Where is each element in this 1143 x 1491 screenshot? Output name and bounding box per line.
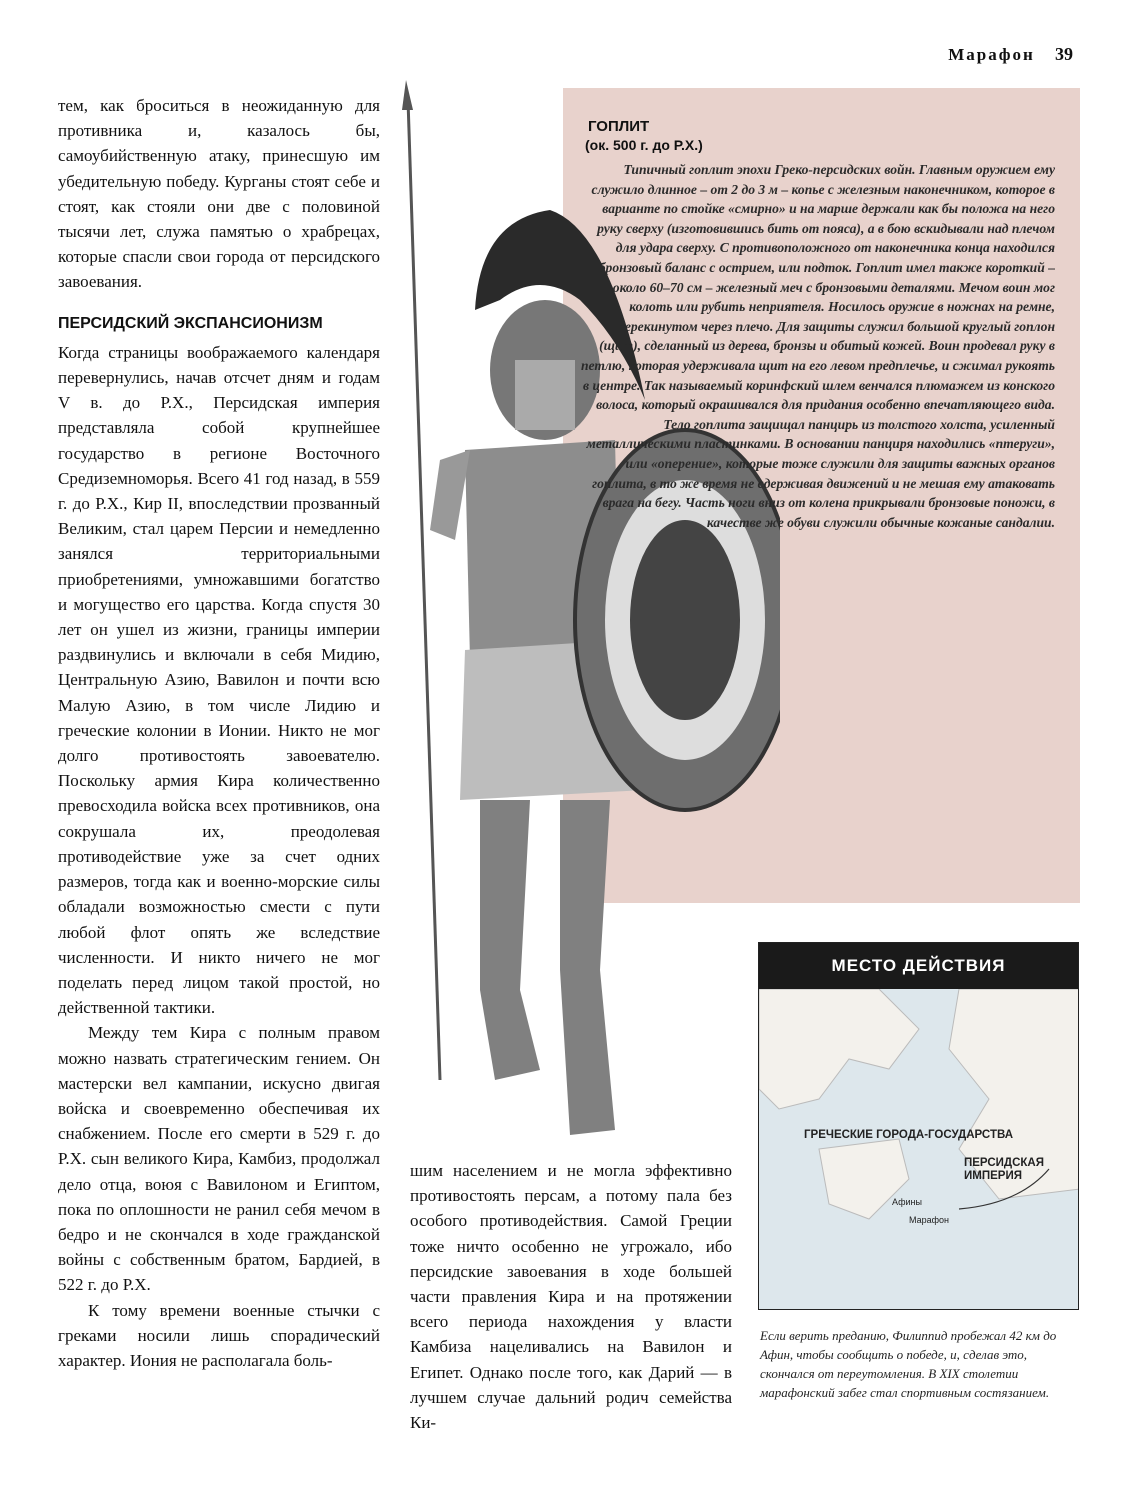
map-body xyxy=(759,989,1078,1309)
sidebar-subtitle: (ок. 500 г. до Р.Х.) xyxy=(585,137,703,153)
map-shapes xyxy=(759,989,1078,1309)
map-box xyxy=(758,942,1079,1310)
paragraph: тем, как броситься в неожиданную для противника и, казалось бы, самоубийственную атаку, принесшую им убедительную победу. Курганы стоят себе и стоят, как стояли они две с половиной тысячи лет, служа памятью о храбрецах, которые спасли свои города от персидского завоевания. xyxy=(58,96,380,292)
running-header xyxy=(948,44,1073,65)
left-column xyxy=(58,93,380,1373)
sidebar-title: ГОПЛИТ xyxy=(588,118,650,135)
map-header: МЕСТО ДЕЙСТВИЯ xyxy=(759,943,1078,989)
map-label-greek: ГРЕЧЕСКИЕ ГОРОДА-ГОСУДАРСТВА xyxy=(804,1129,1014,1141)
map-caption: Если верить преданию, Филиппид пробежал 42 км до Афин, чтобы сообщить о победе, и, сделав это, скончался от переутомления. В XIX столетии марафонский забег стал спортивным состязанием. xyxy=(760,1328,1057,1400)
sidebar-text: Типичный гоплит эпохи Греко-персидских войн. Главным оружием ему служило длинное – от 2 до 3 м – копье с железным наконечником, которое в варианте по стойке «смирно» и на марше держали как бы положа на него руку сверху (изготовившись бить от пояса), а в бою вскидывали над плечом для удара сверху. С противоположного от наконечника конца находился бронзовый баланс с острием, или подток. Гоплит имел также короткий – около 60–70 см – железный меч с бронзовыми деталями. Мечом воин мог колоть или рубить неприятеля. Носилось оружие в ножнах на ремне, перекинутом через плечо. Для защиты служил большой круглый гоплон (щит), сделанный из дерева, бронзы и обитый кожей. Воин продевал руку в петлю, которая удерживала щит на его левом предплечье, и сжимал рукоять в центре. Так называемый коринфский шлем венчался плюмажем из конского волоса, который окрашивался для придания особенно впечатляющего вида. Тело гоплита защищал панцирь из толстого холста, усиленный металлическими пластинками. В основании панциря находились «птеруги», или «оперение», которые тоже служили для защиты важных органов гоплита, в то же время не сдерживая движений и не мешая ему атаковать врага на бегу. Часть ноги вниз от колена прикрывали бронзовые поножи, в качестве же обуви служили обычные кожаные сандалии. xyxy=(580,162,1055,530)
map-label-athens: Афины xyxy=(892,1197,922,1207)
paragraph: шим населением и не могла эффективно противостоять персам, а потому пала без особого противодействия. Самой Греции тоже ничто особенно не угрожало, ибо персидские завоевания в ходе большей части правления Кира и на протяжении всего периода нахождения у власти Камбиза нацеливались на Вавилон и Египет. Однако после того, как Дарий — в лучшем случае дальний родич семейства Ки- xyxy=(410,1161,732,1433)
middle-column xyxy=(410,1158,732,1435)
page-number: 39 xyxy=(1055,44,1073,64)
paragraph: К тому времени военные стычки с греками носили лишь спорадический характер. Иония не располагала боль- xyxy=(58,1300,380,1370)
section-heading: ПЕРСИДСКИЙ ЭКСПАНСИОНИЗМ xyxy=(58,314,323,332)
section-title: Марафон xyxy=(948,45,1035,64)
map-label-persian: ПЕРСИДСКАЯ ИМПЕРИЯ xyxy=(964,1157,1044,1182)
paragraph: Когда страницы воображаемого календаря перевернулись, начав отсчет дням и годам V в. до Р.Х., Персидская империя представляла собой крупнейшее государство в регионе Восточного Средиземноморья. Всего 41 год назад, в 559 г. до Р.Х., Кир II, впоследствии прозванный Великим, стал царем Персии и немедленно занялся территориальными приобретениями, умножавшими богатство и могущество его царства. Когда спустя 30 лет он ушел из жизни, границы империи раздвинулись и включали в себя Мидию, Центральную Азию, Вавилон и почти всю Малую Азию, в том числе Лидию и греческие колонии в Ионии. Никто не мог долго противостоять завоевателю. Поскольку армия Кира количественно превосходила войска всех противников, она сокрушала их, преодолевая противодействие уже за счет одних размеров, тогда как и военно-морские силы обладали возможностью смести с пути любой флот опять же вследствие численности. И никто ничего не мог поделать перед лицом такой простой, но действенной тактики. xyxy=(58,342,380,1018)
map-label-marathon: Марафон xyxy=(909,1215,949,1225)
paragraph: Между тем Кира с полным правом можно назвать стратегическим гением. Он мастерски вел кампании, искусно двигая войска и своевременно обеспечивая их снабжением. После его смерти в 529 г. до Р.Х. сын великого Кира, Камбиз, продолжал дело отца, воюя с Вавилоном и Египтом, пока по оплошности не ранил себя мечом в бедро и не скончался в ходе гражданской войны с собственным братом, Бардией, в 522 г. до Р.Х. xyxy=(58,1023,380,1295)
